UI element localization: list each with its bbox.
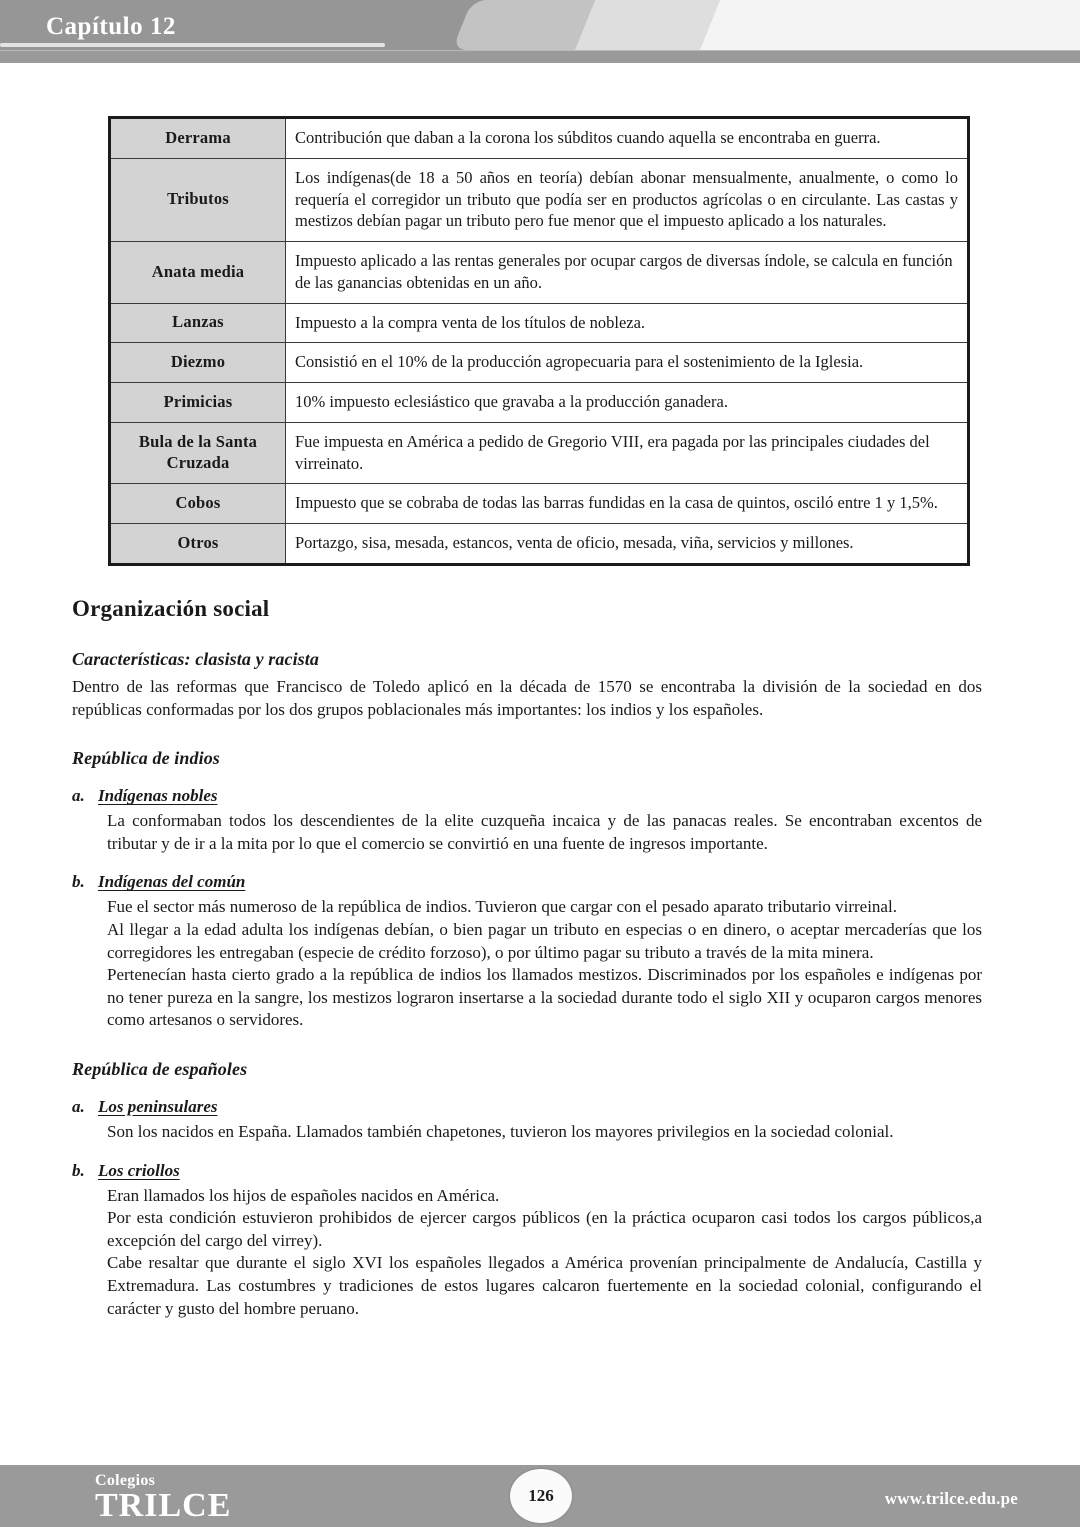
paragraph: Al llegar a la edad adulta los indígenas debían, o bien pagar un tributo en especias o en dinero, o aceptar mercaderías que los corregidores les entregaban (especie de crédito forzoso), o por último pagar su tributo a través de la mita minera. xyxy=(107,920,982,962)
page-content xyxy=(0,63,1080,1320)
table-row xyxy=(110,383,969,423)
subheading-republica-de-espanoles: República de españoles xyxy=(72,1059,248,1080)
tax-description-cell: Portazgo, sisa, mesada, estancos, venta de oficio, mesada, viña, servicios y millones. xyxy=(286,524,969,565)
list-item-label: Indígenas del común xyxy=(98,872,246,892)
page-header xyxy=(0,0,1080,63)
tax-description-cell: Fue impuesta en América a pedido de Gregorio VIII, era pagada por las principales ciudades del virreinato. xyxy=(286,422,969,484)
table-row xyxy=(110,422,969,484)
tax-name-cell: Anata media xyxy=(110,242,286,304)
header-band-light-decoration xyxy=(700,0,1080,50)
website-url: www.trilce.edu.pe xyxy=(884,1489,1018,1508)
table-row xyxy=(110,303,969,343)
tax-name-cell: Lanzas xyxy=(110,303,286,343)
subheading-republica-de-indios: República de indios xyxy=(72,748,220,769)
tax-name-cell: Otros xyxy=(110,524,286,565)
tax-description-cell: Los indígenas(de 18 a 50 años en teoría) debían abonar mensualmente, anualmente, o como lo requería el corregidor un tributo que podía ser en productos agrícolas o en circulante. Las castas y mestizos debían pagar un tributo pero fue menor que el impuesto aplicado a los naturales. xyxy=(286,158,969,241)
list-item-body xyxy=(107,896,982,1032)
list-item-header xyxy=(72,1161,982,1181)
tax-name-cell: Tributos xyxy=(110,158,286,241)
list-item-label: Los peninsulares xyxy=(98,1097,218,1117)
paragraph: Cabe resaltar que durante el siglo XVI los españoles llegados a América provenían principalmente de Andalucía, Castilla y Extremadura. Las costumbres y tradiciones de estos lugares calcaron fuertemente en la sociedad colonial, configurando el carácter y gusto del hombre peruano. xyxy=(107,1253,982,1318)
tax-table-body xyxy=(110,118,969,565)
subheading-caracteristicas: Características: clasista y racista xyxy=(72,648,319,669)
list-item-header xyxy=(72,1097,982,1117)
list-item-letter: b. xyxy=(72,1160,85,1180)
section-heading-organizacion-social: Organización social xyxy=(72,595,270,621)
tax-name-cell: Diezmo xyxy=(110,343,286,383)
colonial-taxes-table xyxy=(108,116,970,566)
chapter-title: Capítulo 12 xyxy=(46,13,176,40)
paragraph: Por esta condición estuvieron prohibidos de ejercer cargos públicos (en la práctica ocuparon casi todos los cargos públicos,a excepción del cargo del virrey). xyxy=(107,1208,982,1250)
tax-name-cell: Derrama xyxy=(110,118,286,159)
table-row xyxy=(110,524,969,565)
paragraph: Eran llamados los hijos de españoles nacidos en América. xyxy=(107,1185,500,1205)
tax-description-cell: Impuesto aplicado a las rentas generales por ocupar cargos de diversas índole, se calcula en función de las ganancias obtenidas en un año. xyxy=(286,242,969,304)
list-item xyxy=(72,1097,982,1144)
paragraph: La conformaban todos los descendientes de la elite cuzqueña incaica y de las panacas reales. Se encontraban excentos de tributar y de ir a la mita por lo que el comercio se convirtió en una fuente de ingresos importante. xyxy=(107,811,982,853)
list-item-label: Los criollos xyxy=(98,1160,180,1180)
table-row xyxy=(110,343,969,383)
logo-trilce-text: TRILCE xyxy=(95,1487,232,1524)
list-item-body xyxy=(107,1121,982,1144)
logo-colegios-text: Colegios xyxy=(95,1472,156,1489)
table-row xyxy=(110,158,969,241)
trilce-logo xyxy=(95,1473,231,1524)
list-item xyxy=(72,786,982,855)
body-text-area xyxy=(72,596,982,1320)
table-row xyxy=(110,484,969,524)
tax-name-cell: Primicias xyxy=(110,383,286,423)
list-item-letter: a. xyxy=(72,786,85,806)
paragraph: Fue el sector más numeroso de la república de indios. Tuvieron que cargar con el pesado aparato tributario virreinal. xyxy=(107,897,897,917)
paragraph: Son los nacidos en España. Llamados también chapetones, tuvieron los mayores privilegios en la sociedad colonial. xyxy=(107,1122,894,1142)
tax-name-cell: Bula de la Santa Cruzada xyxy=(110,422,286,484)
tax-description-cell: 10% impuesto eclesiástico que gravaba a la producción ganadera. xyxy=(286,383,969,423)
tax-description-cell: Impuesto que se cobraba de todas las barras fundidas en la casa de quintos, osciló entre 1 y 1,5%. xyxy=(286,484,969,524)
list-item xyxy=(72,1161,982,1321)
list-item-body xyxy=(107,810,982,855)
page-number-text: 126 xyxy=(528,1486,554,1505)
page-footer xyxy=(0,1465,1080,1527)
list-item xyxy=(72,872,982,1032)
list-item-header xyxy=(72,786,982,806)
header-underline-rule xyxy=(0,43,385,47)
list-item-header xyxy=(72,872,982,892)
page-number-badge xyxy=(510,1469,572,1523)
tax-name-cell: Cobos xyxy=(110,484,286,524)
list-item-letter: a. xyxy=(72,1097,85,1117)
paragraph: Pertenecían hasta cierto grado a la república de indios los llamados mestizos. Discriminados por los españoles e indígenas por no tener pureza en la sangre, los mestizos lograron insertarse a la sociedad durante todo el siglo XII y ocuparon cargos menores como artesanos o servidores. xyxy=(107,965,982,1030)
tax-description-cell: Contribución que daban a la corona los súbditos cuando aquella se encontraba en guerra. xyxy=(286,118,969,159)
list-item-letter: b. xyxy=(72,872,85,892)
header-bottom-strip xyxy=(0,50,1080,63)
list-item-label: Indígenas nobles xyxy=(98,786,218,806)
tax-description-cell: Impuesto a la compra venta de los títulos de nobleza. xyxy=(286,303,969,343)
table-row xyxy=(110,242,969,304)
table-row xyxy=(110,118,969,159)
list-item-body xyxy=(107,1185,982,1321)
tax-description-cell: Consistió en el 10% de la producción agropecuaria para el sostenimiento de la Iglesia. xyxy=(286,343,969,383)
paragraph-caracteristicas: Dentro de las reformas que Francisco de Toledo aplicó en la década de 1570 se encontraba la división de la sociedad en dos repúblicas conformadas por los dos grupos poblacionales más importantes: los indios y los españoles. xyxy=(72,676,982,719)
tax-table-container xyxy=(108,116,970,566)
